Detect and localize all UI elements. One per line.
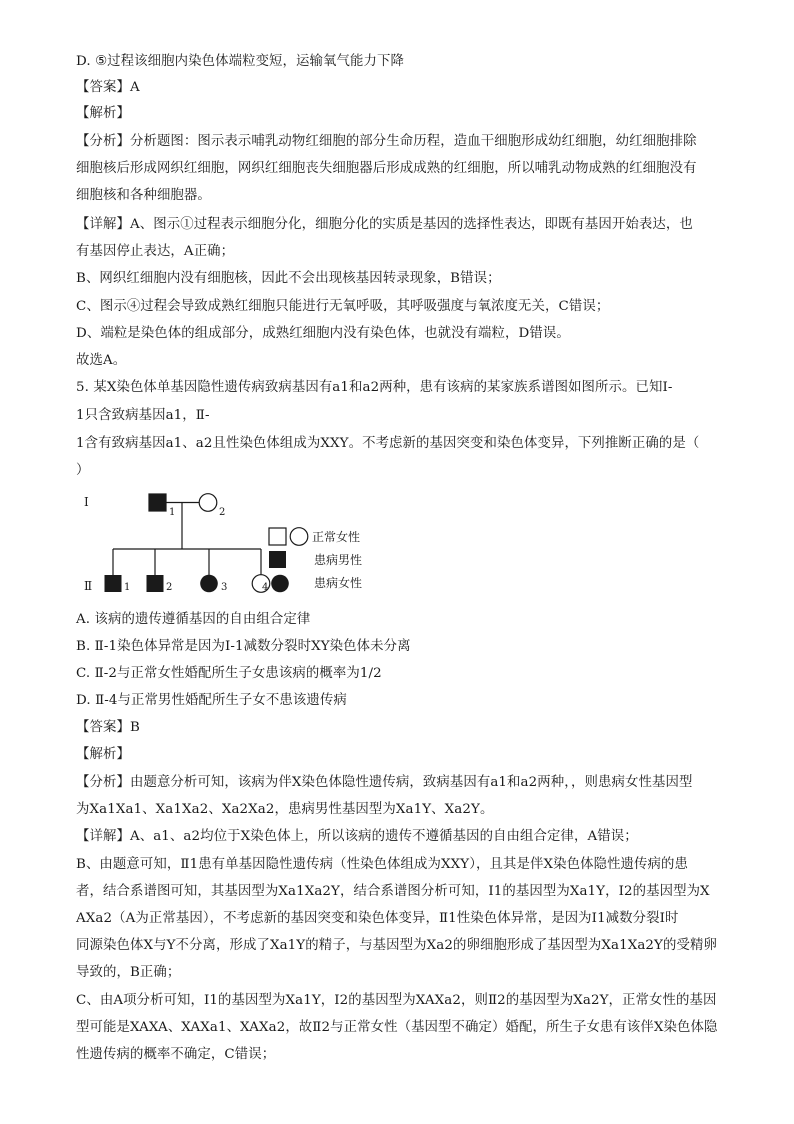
generation-2-label: Ⅱ — [84, 579, 93, 593]
legend-affected-male-label: 患病男性 — [314, 553, 363, 567]
pedigree-female-affected — [200, 575, 218, 593]
text-line: 性遗传病的概率不确定，C错误； — [76, 1047, 276, 1062]
text-line: AXa2（A为正常基因），不考虑新的基因突变和染色体变异，Ⅱ1性染色体异常，是因为Ⅰ1减数分裂Ⅰ时 — [76, 911, 679, 926]
legend-normal-female-label: 正常女性 — [312, 530, 361, 544]
text-line: C、图示④过程会导致成熟红细胞只能进行无氧呼吸，其呼吸强度与氧浓度无关，C错误； — [76, 299, 610, 314]
pedigree-male-affected — [147, 575, 164, 592]
option-c: C. Ⅱ-2与正常女性婚配所生子女患该病的概率为1/2 — [76, 666, 382, 681]
text-line: 有基因停止表达，A正确； — [76, 244, 235, 259]
text-line: 细胞核和各种细胞器。 — [76, 188, 211, 203]
legend-normal-male-symbol — [269, 528, 286, 545]
text-line: 细胞核后形成网织红细胞，网织红细胞丧失细胞器后形成成熟的红细胞，所以哺乳动物成熟的红细胞没有 — [76, 161, 697, 176]
legend-affected-male-symbol — [269, 551, 286, 568]
pedigree-diagram — [76, 484, 396, 604]
analysis-label: 【解析】 — [76, 106, 130, 121]
legend-affected-female-label: 患病女性 — [314, 576, 363, 590]
text-line: B、由题意可知，Ⅱ1患有单基因隐性遗传病（性染色体组成为XXY），且其是伴X染色体隐性遗传病的患 — [76, 857, 689, 872]
question-stem: ） — [76, 463, 90, 478]
text-line: D. ⑤过程该细胞内染色体端粒变短，运输氧气能力下降 — [76, 54, 404, 69]
text-line: 【分析】由题意分析可知，该病为伴X染色体隐性遗传病，致病基因有a1和a2两种，，则患病女性基因型 — [76, 775, 693, 790]
legend-affected-female-symbol — [271, 575, 289, 593]
individual-number: 1 — [169, 507, 176, 518]
option-d: D. Ⅱ-4与正常男性婚配所生子女不患该遗传病 — [76, 693, 347, 708]
text-line: 型可能是XAXA、XAXa1、XAXa2，故Ⅱ2与正常女性（基因型不确定）婚配，所生子女患有该伴X染色体隐 — [76, 1020, 718, 1035]
text-line: 同源染色体X与Y不分离，形成了Xa1Y的精子，与基因型为Xa2的卵细胞形成了基因型为Xa1Xa2Y的受精卵 — [76, 938, 717, 953]
option-b: B. Ⅱ-1染色体异常是因为Ⅰ-1减数分裂时XY染色体未分离 — [76, 639, 411, 654]
individual-number: 1 — [124, 582, 131, 593]
individual-number: 3 — [221, 582, 228, 593]
text-line: 者，结合系谱图可知，其基因型为Xa1Xa2Y，结合系谱图分析可知，Ⅰ1的基因型为Xa1Y，Ⅰ2的基因型为X — [76, 884, 710, 899]
question-stem: 1含有致病基因a1、a2且性染色体组成为XXY。不考虑新的基因突变和染色体变异，下列推断正确的是（ — [76, 436, 700, 451]
individual-number: 2 — [219, 507, 226, 518]
text-line: 故选A。 — [76, 353, 127, 368]
text-line: B、网织红细胞内没有细胞核，因此不会出现核基因转录现象，B错误； — [76, 271, 501, 286]
text-line: 导致的，B正确； — [76, 965, 181, 980]
text-line: D、端粒是染色体的组成部分，成熟红细胞内没有染色体，也就没有端粒，D错误。 — [76, 326, 570, 341]
generation-1-label: Ⅰ — [84, 495, 89, 509]
individual-number: 2 — [166, 582, 173, 593]
text-line: C、由A项分析可知，Ⅰ1的基因型为Xa1Y，Ⅰ2的基因型为XAXa2，则Ⅱ2的基因型为Xa2Y，正常女性的基因 — [76, 993, 717, 1008]
pedigree-male-affected — [105, 575, 122, 592]
question-stem: 5. 某X染色体单基因隐性遗传病致病基因有a1和a2两种，患有该病的某家族系谱图如图所示。已知Ⅰ- — [76, 380, 673, 395]
analysis-label: 【解析】 — [76, 747, 130, 762]
legend-normal-female-symbol — [290, 528, 308, 546]
pedigree-female-normal — [199, 494, 217, 512]
text-line: 【详解】A、a1、a2均位于X染色体上，所以该病的遗传不遵循基因的自由组合定律，A错误； — [76, 829, 638, 844]
option-a: A. 该病的遗传遵循基因的自由组合定律 — [76, 612, 311, 627]
answer-label: 【答案】A — [76, 80, 140, 95]
text-line: 【详解】A、图示①过程表示细胞分化，细胞分化的实质是基因的选择性表达，即既有基因开始表达，也 — [76, 217, 693, 232]
text-line: 【分析】分析题图：图示表示哺乳动物红细胞的部分生命历程，造血干细胞形成幼红细胞，幼红细胞排除 — [76, 134, 697, 149]
answer-label: 【答案】B — [76, 720, 140, 735]
question-stem: 1只含致病基因a1，Ⅱ- — [76, 408, 210, 423]
pedigree-male-affected — [149, 494, 166, 511]
text-line: 为Xa1Xa1、Xa1Xa2、Xa2Xa2，患病男性基因型为Xa1Y、Xa2Y。 — [76, 802, 494, 817]
individual-number: 4 — [262, 582, 269, 593]
